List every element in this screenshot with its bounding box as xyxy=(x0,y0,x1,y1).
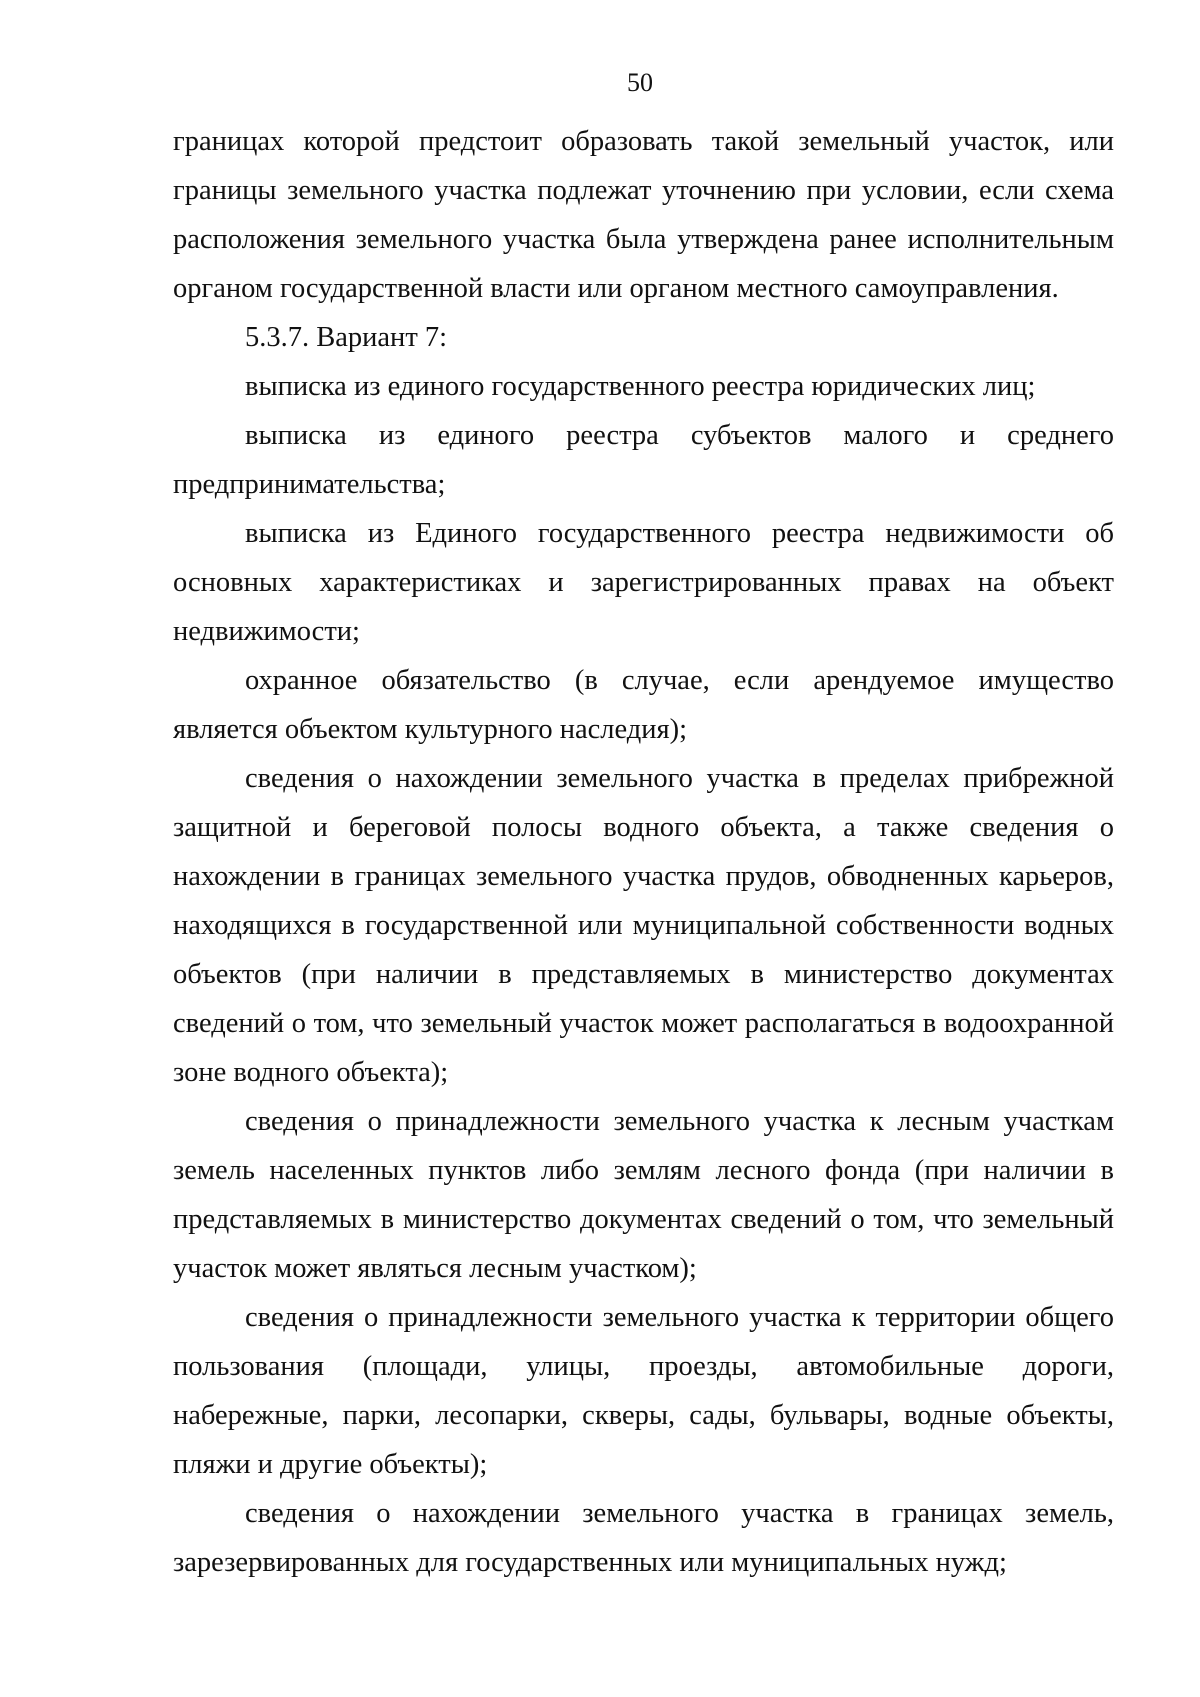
list-item: охранное обязательство (в случае, если арендуемое имущество является объектом культурного наследия); xyxy=(173,665,1114,745)
section-heading: 5.3.7. Вариант 7: xyxy=(245,322,448,353)
list-item: выписка из единого государственного реестра юридических лиц; xyxy=(245,371,1036,402)
list-item: сведения о нахождении земельного участка в пределах прибрежной защитной и береговой полосы водного объекта, а также сведения о нахождении в границах земельного участка прудов, обводненных карьеров, находящихся в государственной или муниципальной собственности водных объектов (при наличии в представляемых в министерство документах сведений о том, что земельный участок может располагаться в водоохранной зоне водного объекта); xyxy=(173,763,1114,1088)
document-body xyxy=(173,117,1114,1587)
list-item: сведения о принадлежности земельного участка к лесным участкам земель населенных пунктов либо землям лесного фонда (при наличии в представляемых в министерство документах сведений о том, что земельный участок может являться лесным участком); xyxy=(173,1106,1114,1284)
page-number: 50 xyxy=(627,68,653,97)
list-item: сведения о принадлежности земельного участка к территории общего пользования (площади, улицы, проезды, автомобильные дороги, набережные, парки, лесопарки, скверы, сады, бульвары, водные объекты, пляжи и другие объекты); xyxy=(173,1302,1114,1480)
list-item: выписка из Единого государственного реестра недвижимости об основных характеристиках и зарегистрированных правах на объект недвижимости; xyxy=(173,518,1114,647)
list-item: сведения о нахождении земельного участка в границах земель, зарезервированных для государственных или муниципальных нужд; xyxy=(173,1498,1114,1578)
paragraph-continuation: границах которой предстоит образовать такой земельный участок, или границы земельного участка подлежат уточнению при условии, если схема расположения земельного участка была утверждена ранее исполнительным органом государственной власти или органом местного самоуправления. xyxy=(173,126,1114,304)
list-item: выписка из единого реестра субъектов малого и среднего предпринимательства; xyxy=(173,420,1114,500)
